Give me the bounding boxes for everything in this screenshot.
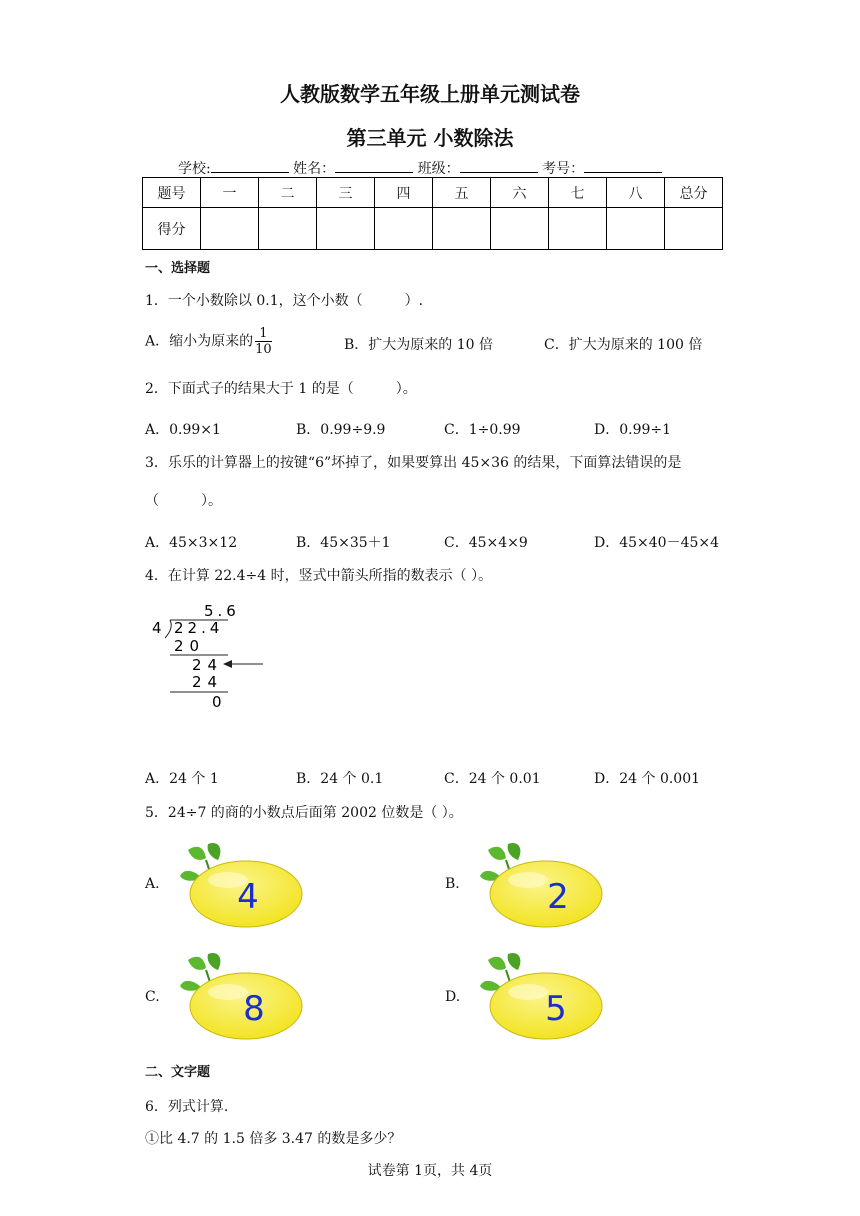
long-division-diagram <box>148 600 268 715</box>
score-cell[interactable] <box>549 208 607 250</box>
q5-option-a-label[interactable]: A. <box>145 876 160 892</box>
score-table-score-row <box>143 208 723 250</box>
step1-text: 20 <box>174 637 206 655</box>
q2-option-d[interactable]: D．0.99÷1 <box>594 422 672 438</box>
score-header-cell: 七 <box>549 178 607 208</box>
score-cell[interactable] <box>491 208 549 250</box>
q5-option-c-lemon[interactable] <box>166 948 306 1043</box>
score-row-label: 得分 <box>143 208 201 250</box>
q5-option-b-lemon[interactable] <box>466 838 606 933</box>
leaf-icon <box>208 843 221 860</box>
score-header-cell: 题号 <box>143 178 201 208</box>
score-header-cell: 八 <box>607 178 665 208</box>
q3-option-d[interactable]: D．45×40－45×4 <box>594 535 720 551</box>
question-5-stem: 5．24÷7 的商的小数点后面第 2002 位数是（ ）。 <box>145 805 463 821</box>
q2-option-c[interactable]: C．1÷0.99 <box>444 422 521 438</box>
score-cell[interactable] <box>201 208 259 250</box>
school-label: 学校: <box>178 161 211 177</box>
fraction-numerator: 1 <box>255 326 272 342</box>
score-cell[interactable] <box>433 208 491 250</box>
question-3-stem-line1: 3．乐乐的计算器上的按键“6”坏掉了，如果要算出 45×36 的结果，下面算法错误的是 <box>145 455 682 471</box>
question-3-stem-line2: （ ）。 <box>145 493 222 509</box>
school-blank[interactable] <box>211 159 289 173</box>
score-cell[interactable] <box>375 208 433 250</box>
step3-text: 24 <box>192 673 224 691</box>
q5-option-digit: 4 <box>237 877 259 917</box>
score-header-cell: 总分 <box>665 178 723 208</box>
step2-text: 24 <box>192 656 224 674</box>
score-header-cell: 二 <box>259 178 317 208</box>
leaf-icon <box>188 957 206 970</box>
q5-option-a-lemon[interactable] <box>166 838 306 933</box>
question-6-stem: 6．列式计算. <box>145 1099 229 1115</box>
leaf-icon <box>208 953 221 970</box>
leaf-icon <box>488 957 506 970</box>
score-table-header-row <box>143 178 723 208</box>
question-6-sub1: ①比 4.7 的 1.5 倍多 3.47 的数是多少？ <box>145 1131 402 1147</box>
score-header-cell: 三 <box>317 178 375 208</box>
division-bracket <box>165 620 171 638</box>
score-header-cell: 四 <box>375 178 433 208</box>
q5-option-digit: 2 <box>547 877 569 917</box>
q2-option-a[interactable]: A．0.99×1 <box>145 422 221 438</box>
question-2-stem: 2．下面式子的结果大于 1 的是（ ）。 <box>145 381 417 397</box>
exam-no-blank[interactable] <box>584 159 662 173</box>
remainder-text: 0 <box>212 693 222 711</box>
quotient-text: 5.6 <box>204 602 240 620</box>
leaf-icon <box>508 953 521 970</box>
q5-option-digit: 5 <box>545 989 567 1029</box>
q5-option-d-label[interactable]: D. <box>445 989 461 1005</box>
score-cell[interactable] <box>665 208 723 250</box>
question-4-stem: 4．在计算 22.4÷4 时，竖式中箭头所指的数表示（ ）。 <box>145 568 493 584</box>
class-label: 班级： <box>417 161 460 177</box>
dividend-text: 22.4 <box>174 619 224 637</box>
exam-no-label: 考号： <box>542 161 585 177</box>
fraction-denominator: 10 <box>255 342 272 357</box>
question-1-stem: 1．一个小数除以 0.1，这个小数（ ）. <box>145 293 424 309</box>
student-info-line <box>178 158 662 178</box>
q5-option-d-lemon[interactable] <box>466 948 606 1043</box>
lemon-icon <box>490 861 602 927</box>
q1-option-a-text: A．缩小为原来的 <box>145 333 254 350</box>
q1-option-a[interactable] <box>145 326 272 357</box>
q3-option-a[interactable]: A．45×3×12 <box>145 535 238 551</box>
q4-option-b[interactable]: B．24 个 0.1 <box>296 771 384 787</box>
exam-title: 人教版数学五年级上册单元测试卷 <box>280 82 580 106</box>
q4-option-c[interactable]: C．24 个 0.01 <box>444 771 541 787</box>
q4-option-a[interactable]: A．24 个 1 <box>145 771 219 787</box>
divisor-text: 4 <box>152 619 162 637</box>
fraction <box>255 326 272 357</box>
q5-option-digit: 8 <box>243 989 265 1029</box>
score-table <box>142 177 723 250</box>
score-cell[interactable] <box>259 208 317 250</box>
arrow-icon <box>223 660 232 668</box>
q1-option-c[interactable]: C．扩大为原来的 100 倍 <box>544 337 703 353</box>
leaf-icon <box>508 843 521 860</box>
score-header-cell: 五 <box>433 178 491 208</box>
section-heading-word-problems: 二、文字题 <box>145 1065 211 1080</box>
leaf-icon <box>188 847 206 860</box>
name-label: 姓名： <box>293 161 336 177</box>
score-header-cell: 六 <box>491 178 549 208</box>
exam-subtitle: 第三单元 小数除法 <box>346 126 514 150</box>
score-cell[interactable] <box>317 208 375 250</box>
q1-option-b[interactable]: B．扩大为原来的 10 倍 <box>344 337 494 353</box>
q5-option-b-label[interactable]: B. <box>445 876 460 892</box>
q2-option-b[interactable]: B．0.99÷9.9 <box>296 422 386 438</box>
class-blank[interactable] <box>460 159 538 173</box>
name-blank[interactable] <box>335 159 413 173</box>
q3-option-b[interactable]: B．45×35＋1 <box>296 535 391 551</box>
score-cell[interactable] <box>607 208 665 250</box>
score-header-cell: 一 <box>201 178 259 208</box>
q5-option-c-label[interactable]: C. <box>145 989 160 1005</box>
q4-option-d[interactable]: D．24 个 0.001 <box>594 771 701 787</box>
q3-option-c[interactable]: C．45×4×9 <box>444 535 528 551</box>
leaf-icon <box>488 847 506 860</box>
page-footer: 试卷第 1页，共 4页 <box>367 1163 493 1179</box>
section-heading-choice: 一、选择题 <box>145 261 211 276</box>
